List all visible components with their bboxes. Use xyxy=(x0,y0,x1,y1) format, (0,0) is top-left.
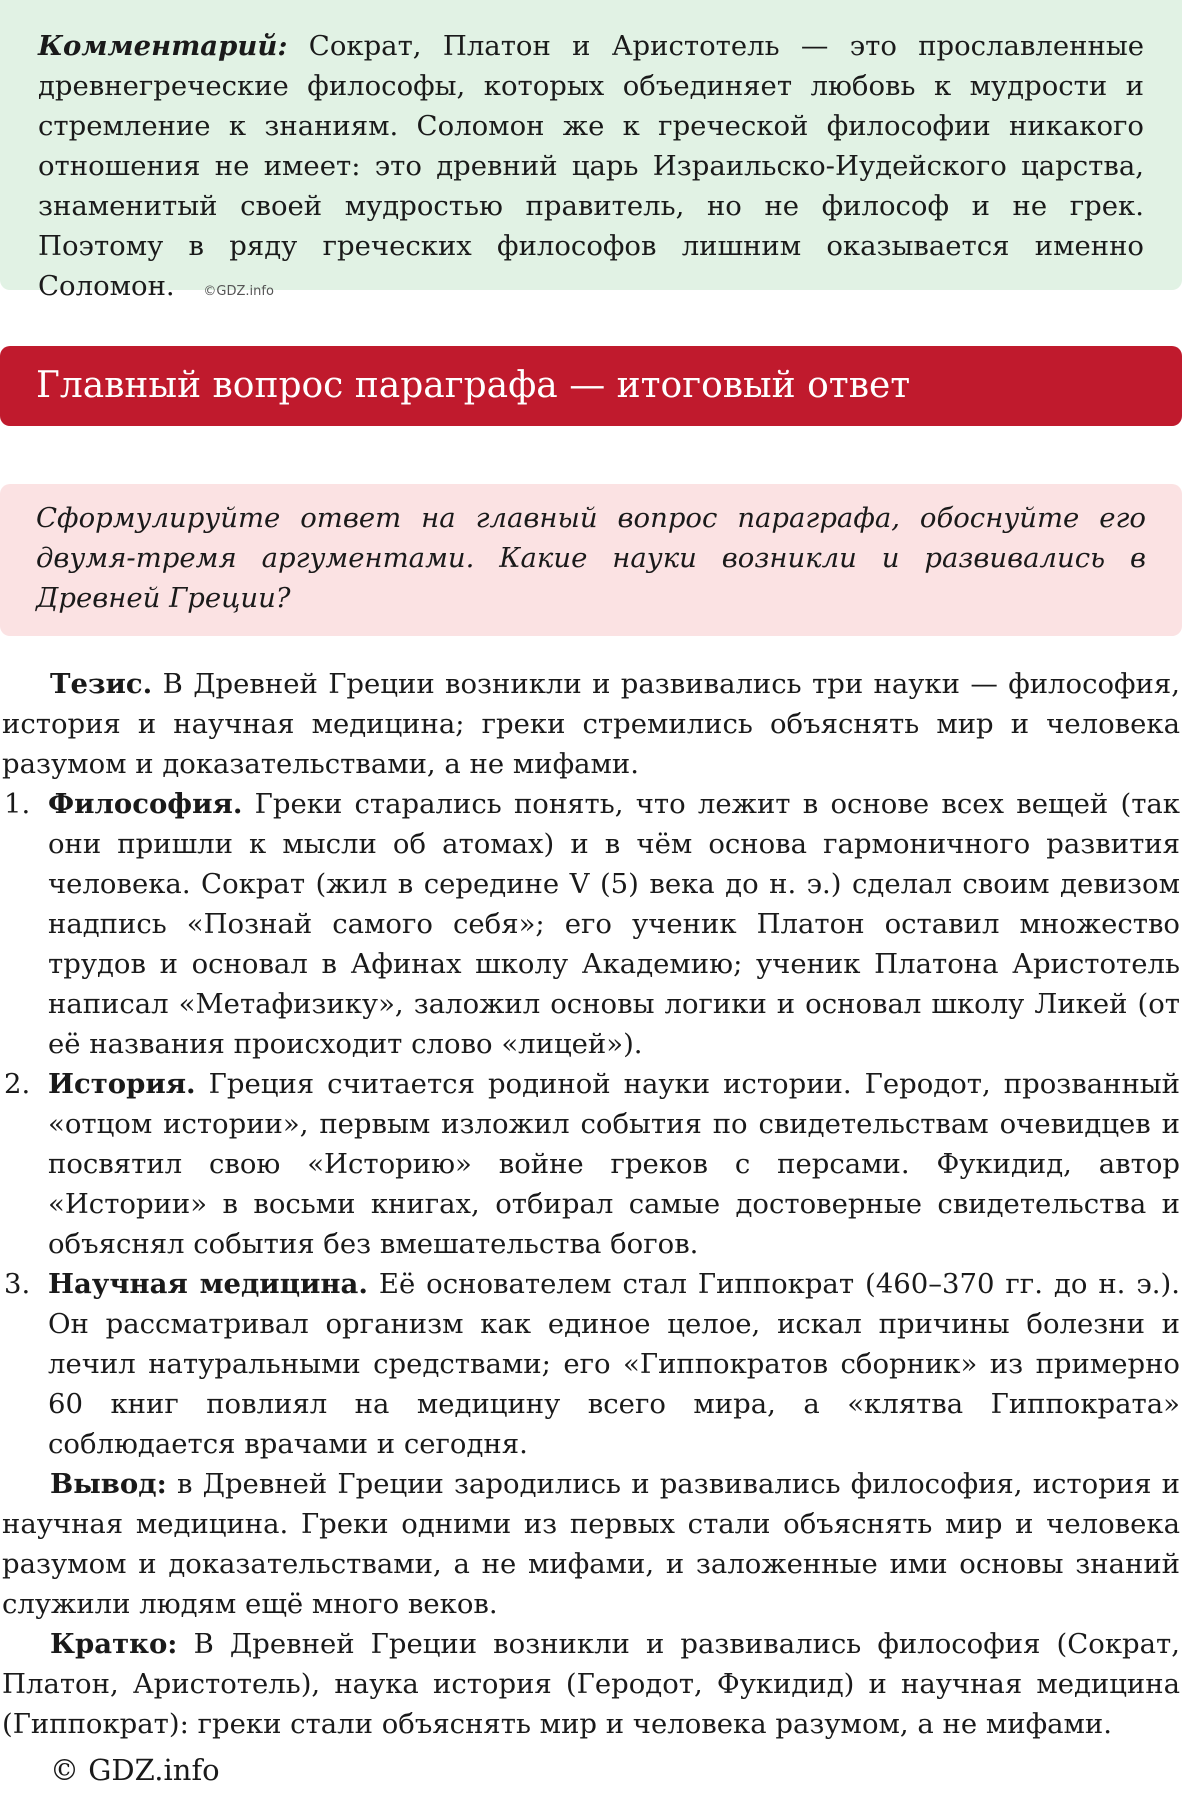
argument-list xyxy=(2,784,1180,1464)
section-banner xyxy=(0,346,1182,426)
banner-title: Главный вопрос параграфа — итоговый ответ xyxy=(36,365,911,406)
comment-watermark: ©GDZ.info xyxy=(203,284,274,299)
thesis-label: Тезис. xyxy=(50,668,153,700)
item-text: Греция считается родиной науки истории. Геродот, прозванный «отцом истории», первым изложил события по свидетельствам очевидцев и посвятил свою «Историю» войне греков с персами. Фукидид, автор «Истории» в восьми книгах, отбирал самые достоверные свидетельства и объяснял события без вмешательства богов. xyxy=(48,1068,1180,1260)
comment-text: Сократ, Платон и Аристотель — это прославленные древнегреческие философы, которых объединяет любовь к мудрости и стремление к знаниям. Соломон же к греческой философии никакого отношения не имеет: это древний царь Израильско-Иудейского царства, знаменитый своей мудростью правитель, но не философ и не грек. Поэтому в ряду греческих философов лишним оказывается именно Соломон. xyxy=(38,30,1144,302)
item-label: Научная медицина. xyxy=(48,1268,368,1300)
thesis-paragraph xyxy=(2,664,1180,784)
brief-paragraph xyxy=(2,1624,1180,1744)
conclusion-text: в Древней Греции зародились и развивались философия, история и научная медицина. Греки одними из первых стали объяснять мир и человека разумом и доказательствами, а не мифами, и заложенные ими основы знаний служили людям ещё много веков. xyxy=(2,1468,1180,1620)
item-label: Философия. xyxy=(48,788,243,820)
item-text: Её основателем стал Гиппократ (460–370 гг. до н. э.). Он рассматривал организм как единое целое, искал причины болезни и лечил натуральными средствами; его «Гиппократов сборник» из примерно 60 книг повлиял на медицину всего мира, а «клятва Гиппократа» соблюдается врачами и сегодня. xyxy=(48,1268,1180,1460)
comment-box xyxy=(0,0,1182,302)
item-number: 2. xyxy=(4,1068,31,1100)
answer-body xyxy=(0,664,1182,1744)
thesis-text: В Древней Греции возникли и развивались три науки — философия, история и научная медицина; греки стремились объяснять мир и человека разумом и доказательствами, а не мифами. xyxy=(2,668,1180,780)
list-item xyxy=(2,1064,1180,1264)
list-item xyxy=(2,784,1180,1064)
brief-label: Кратко: xyxy=(50,1628,178,1660)
comment-label: Комментарий: xyxy=(38,30,288,62)
item-number: 1. xyxy=(4,788,31,820)
question-box xyxy=(0,484,1182,636)
item-label: История. xyxy=(48,1068,196,1100)
list-item xyxy=(2,1264,1180,1464)
item-number: 3. xyxy=(4,1268,31,1300)
question-text: Сформулируйте ответ на главный вопрос параграфа, обоснуйте его двумя-тремя аргументами. Какие науки возникли и развивались в Древней Греции? xyxy=(36,502,1146,614)
brief-text: В Древней Греции возникли и развивались философия (Сократ, Платон, Аристотель), наука история (Геродот, Фукидид) и научная медицина (Гиппократ): греки стали объяснять мир и человека разумом, а не мифами. xyxy=(2,1628,1180,1740)
conclusion-label: Вывод: xyxy=(50,1468,167,1500)
item-text: Греки старались понять, что лежит в основе всех вещей (так они пришли к мысли об атомах) и в чём основа гармоничного развития человека. Сократ (жил в середине V (5) века до н. э.) сделал своим девизом надпись «Познай самого себя»; его ученик Платон оставил множество трудов и основал в Афинах школу Академию; ученик Платона Аристотель написал «Метафизику», заложил основы логики и основал школу Ликей (от её названия происходит слово «лицей»). xyxy=(48,788,1180,1060)
conclusion-paragraph xyxy=(2,1464,1180,1624)
footer-copyright: © GDZ.info xyxy=(50,1753,220,1787)
